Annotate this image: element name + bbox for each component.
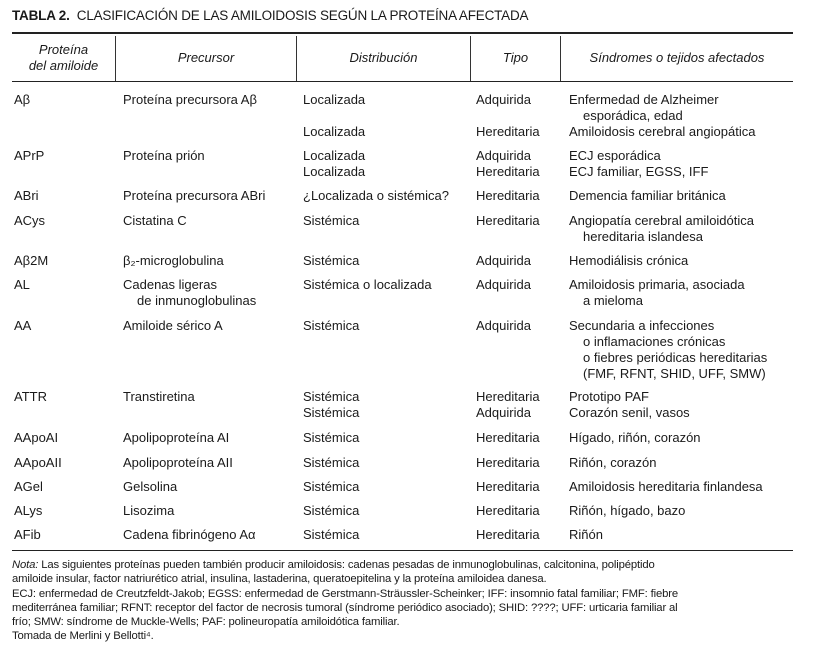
cell-line: Aβ2M xyxy=(14,253,49,268)
cell-line: Hereditaria xyxy=(476,527,540,542)
cell-line: Sistémica xyxy=(303,405,360,420)
cell-line: ECJ esporádica xyxy=(569,148,661,163)
cell-precursor xyxy=(123,92,257,108)
cell-line: Localizada xyxy=(303,164,366,179)
cell-tipo xyxy=(476,318,531,334)
cell-sindromes xyxy=(569,527,603,543)
cell-proteina xyxy=(14,318,31,334)
cell-precursor xyxy=(123,430,229,446)
header-tipo: Tipo xyxy=(502,50,529,65)
cell-line: AApoAI xyxy=(14,430,59,445)
note-line: mediterránea familiar; RFNT: receptor del factor de necrosis tumoral (síndrome periódico asociado); SHID: ????; UFF: urticaria familiar al xyxy=(12,601,678,614)
cell-line: Hígado, riñón, corazón xyxy=(569,430,701,445)
cell-line: APrP xyxy=(14,148,45,163)
cell-line: a mieloma xyxy=(583,293,643,308)
cell-line: Adquirida xyxy=(476,148,531,163)
cell-line: Lisozima xyxy=(123,503,175,518)
cell-precursor xyxy=(123,253,224,269)
cell-sindromes xyxy=(569,148,661,164)
note-text: Las siguientes proteínas pueden también producir amiloidosis: cadenas pesadas de inmunoglobulinas, calcitonina, polipéptido xyxy=(38,559,655,571)
cell-sindromes xyxy=(569,253,688,269)
cell-line: Apolipoproteína AII xyxy=(123,455,233,470)
cell-line: Amiloidosis primaria, asociada xyxy=(569,277,745,292)
header-sindromes: Síndromes o tejidos afectados xyxy=(589,50,765,65)
cell-line: Corazón senil, vasos xyxy=(569,405,690,420)
cell-line: Enfermedad de Alzheimer xyxy=(569,92,719,107)
cell-tipo xyxy=(476,148,531,164)
cell-distribucion xyxy=(303,148,365,164)
cell-line: Hereditaria xyxy=(476,389,540,404)
cell-line: AFib xyxy=(14,527,41,542)
cell-line: Prototipo PAF xyxy=(569,389,649,404)
cell-line: Localizada xyxy=(303,92,366,107)
cell-line: AA xyxy=(14,318,32,333)
cell-tipo xyxy=(476,405,531,421)
cell-line: Sistémica xyxy=(303,253,360,268)
cell-line: hereditaria islandesa xyxy=(583,229,703,244)
cell-distribucion xyxy=(303,430,359,446)
cell-proteina xyxy=(14,213,45,229)
bottom-rule xyxy=(12,550,793,551)
cell-line: Sistémica xyxy=(303,455,360,470)
cell-tipo xyxy=(476,527,540,543)
cell-line: Hereditaria xyxy=(476,213,540,228)
cell-sindromes xyxy=(569,503,685,519)
cell-sindromes xyxy=(569,455,656,471)
cell-line: Amiloidosis hereditaria finlandesa xyxy=(569,479,763,494)
cell-sindromes xyxy=(569,389,649,405)
cell-line: Hereditaria xyxy=(476,430,540,445)
cell-line: Localizada xyxy=(303,124,366,139)
cell-precursor xyxy=(123,527,256,543)
cell-line: ACys xyxy=(14,213,46,228)
cell-line: Sistémica xyxy=(303,213,360,228)
cell-line: Angiopatía cerebral amiloidótica xyxy=(569,213,754,228)
table-title xyxy=(12,8,528,23)
cell-line: Adquirida xyxy=(476,318,531,333)
cell-tipo xyxy=(476,277,531,293)
cell-line: Hereditaria xyxy=(476,479,540,494)
cell-line: Hereditaria xyxy=(476,124,540,139)
cell-line: Hereditaria xyxy=(476,188,540,203)
cell-line: Sistémica xyxy=(303,503,360,518)
cell-line: ECJ familiar, EGSS, IFF xyxy=(569,164,709,179)
cell-tipo xyxy=(476,389,540,405)
cell-sindromes xyxy=(569,92,719,124)
cell-tipo xyxy=(476,164,540,180)
cell-proteina xyxy=(14,253,48,269)
cell-distribucion xyxy=(303,479,359,495)
cell-line: o inflamaciones crónicas xyxy=(583,334,726,349)
cell-distribucion xyxy=(303,277,432,293)
cell-line: AGel xyxy=(14,479,43,494)
cell-proteina xyxy=(14,503,42,519)
note-line: ECJ: enfermedad de Creutzfeldt-Jakob; EGSS: enfermedad de Gerstmann-Sträussler-Scheinker; IFF: insomnio fatal familiar; FMF: fiebre xyxy=(12,587,678,600)
cell-tipo xyxy=(476,92,531,108)
cell-tipo xyxy=(476,213,540,229)
cell-line: Localizada xyxy=(303,148,366,163)
cell-precursor xyxy=(123,148,205,164)
cell-distribucion xyxy=(303,455,359,471)
cell-line: Sistémica xyxy=(303,430,360,445)
cell-line: Adquirida xyxy=(476,92,531,107)
cell-proteina xyxy=(14,455,62,471)
cell-line: Sistémica xyxy=(303,527,360,542)
cell-line: Sistémica xyxy=(303,479,360,494)
cell-precursor xyxy=(123,277,256,309)
cell-line: Hemodiálisis crónica xyxy=(569,253,689,268)
cell-line: Aβ xyxy=(14,92,31,107)
note-line xyxy=(12,558,802,572)
cell-distribucion xyxy=(303,92,365,108)
cell-line: Adquirida xyxy=(476,253,531,268)
cell-distribucion xyxy=(303,318,359,334)
cell-line: Sistémica o localizada xyxy=(303,277,432,292)
cell-line: Riñón, corazón xyxy=(569,455,657,470)
cell-precursor xyxy=(123,389,195,405)
cell-sindromes xyxy=(569,430,701,446)
header-line: Proteína xyxy=(38,42,89,57)
cell-proteina xyxy=(14,430,58,446)
cell-distribucion xyxy=(303,527,359,543)
cell-line: Adquirida xyxy=(476,277,531,292)
table-number: TABLA 2. xyxy=(12,8,70,23)
nota-label: Nota: xyxy=(12,559,39,571)
header-proteina xyxy=(12,42,115,74)
table-title-text: CLASIFICACIÓN DE LAS AMILOIDOSIS SEGÚN LA PROTEÍNA AFECTADA xyxy=(76,8,529,23)
cell-line: ATTR xyxy=(14,389,47,404)
cell-precursor xyxy=(123,503,174,519)
cell-line: Sistémica xyxy=(303,389,360,404)
cell-line: Proteína prión xyxy=(123,148,205,163)
cell-tipo xyxy=(476,124,540,140)
cell-distribucion xyxy=(303,124,365,140)
cell-distribucion xyxy=(303,253,359,269)
cell-line: o fiebres periódicas hereditarias xyxy=(583,350,768,365)
cell-precursor xyxy=(123,213,187,229)
cell-proteina xyxy=(14,277,30,293)
cell-line: ¿Localizada o sistémica? xyxy=(303,188,449,203)
cell-tipo xyxy=(476,479,540,495)
cell-sindromes xyxy=(569,405,690,421)
cell-tipo xyxy=(476,188,540,204)
cell-proteina xyxy=(14,92,30,108)
cell-sindromes xyxy=(569,188,726,204)
cell-line: Hereditaria xyxy=(476,503,540,518)
note-line: Tomada de Merlini y Bellotti⁴. xyxy=(12,630,154,643)
cell-sindromes xyxy=(569,124,755,140)
cell-sindromes xyxy=(569,213,754,245)
cell-tipo xyxy=(476,430,540,446)
cell-line: Secundaria a infecciones xyxy=(569,318,715,333)
cell-sindromes xyxy=(569,164,708,180)
cell-line: Gelsolina xyxy=(123,479,178,494)
cell-distribucion xyxy=(303,164,365,180)
cell-precursor xyxy=(123,318,223,334)
cell-line: Apolipoproteína AI xyxy=(123,430,230,445)
cell-precursor xyxy=(123,188,265,204)
header-rule xyxy=(12,81,793,82)
cell-line: esporádica, edad xyxy=(583,108,683,123)
cell-sindromes xyxy=(569,277,745,309)
cell-line: AApoAII xyxy=(14,455,62,470)
cell-line: Proteína precursora ABri xyxy=(123,188,266,203)
cell-sindromes xyxy=(569,479,763,495)
cell-proteina xyxy=(14,148,44,164)
header-precursor: Precursor xyxy=(177,50,235,65)
cell-line: Amiloide sérico A xyxy=(123,318,223,333)
cell-line: Sistémica xyxy=(303,318,360,333)
cell-line: Riñón xyxy=(569,527,603,542)
cell-line: Hereditaria xyxy=(476,455,540,470)
cell-proteina xyxy=(14,389,47,405)
cell-line: Cadena fibrinógeno Aα xyxy=(123,527,256,542)
cell-tipo xyxy=(476,455,540,471)
cell-line: de inmunoglobulinas xyxy=(137,293,257,308)
header-line: del amiloide xyxy=(28,58,99,73)
cell-tipo xyxy=(476,253,531,269)
cell-distribucion xyxy=(303,389,359,405)
cell-tipo xyxy=(476,503,540,519)
header-distribucion: Distribución xyxy=(349,50,418,65)
cell-line: ALys xyxy=(14,503,43,518)
cell-distribucion xyxy=(303,503,359,519)
cell-line: Riñón, hígado, bazo xyxy=(569,503,686,518)
cell-line: Adquirida xyxy=(476,405,531,420)
cell-line: Hereditaria xyxy=(476,164,540,179)
cell-distribucion xyxy=(303,213,359,229)
cell-line: AL xyxy=(14,277,30,292)
cell-line: ABri xyxy=(14,188,39,203)
cell-line: Cistatina C xyxy=(123,213,187,228)
cell-line: β₂-microglobulina xyxy=(123,253,224,268)
note-line: amiloide insular, factor natriurético atrial, insulina, lastaderina, queratoepitelina y la proteína amiloidea danesa. xyxy=(12,573,547,586)
cell-distribucion xyxy=(303,188,449,204)
cell-line: Proteína precursora Aβ xyxy=(123,92,257,107)
cell-proteina xyxy=(14,527,41,543)
cell-line: Amiloidosis cerebral angiopática xyxy=(569,124,756,139)
note-line: frío; SMW: síndrome de Muckle-Wells; PAF: polineuropatía amiloidótica familiar. xyxy=(12,616,400,629)
cell-line: (FMF, RFNT, SHID, UFF, SMW) xyxy=(583,366,766,381)
table-notes xyxy=(12,558,802,644)
cell-distribucion xyxy=(303,405,359,421)
cell-proteina xyxy=(14,479,43,495)
cell-proteina xyxy=(14,188,39,204)
cell-line: Transtiretina xyxy=(123,389,195,404)
cell-line: Cadenas ligeras xyxy=(123,277,217,292)
cell-precursor xyxy=(123,455,233,471)
cell-sindromes xyxy=(569,318,767,382)
cell-line: Demencia familiar británica xyxy=(569,188,726,203)
cell-precursor xyxy=(123,479,177,495)
top-rule xyxy=(12,32,793,34)
